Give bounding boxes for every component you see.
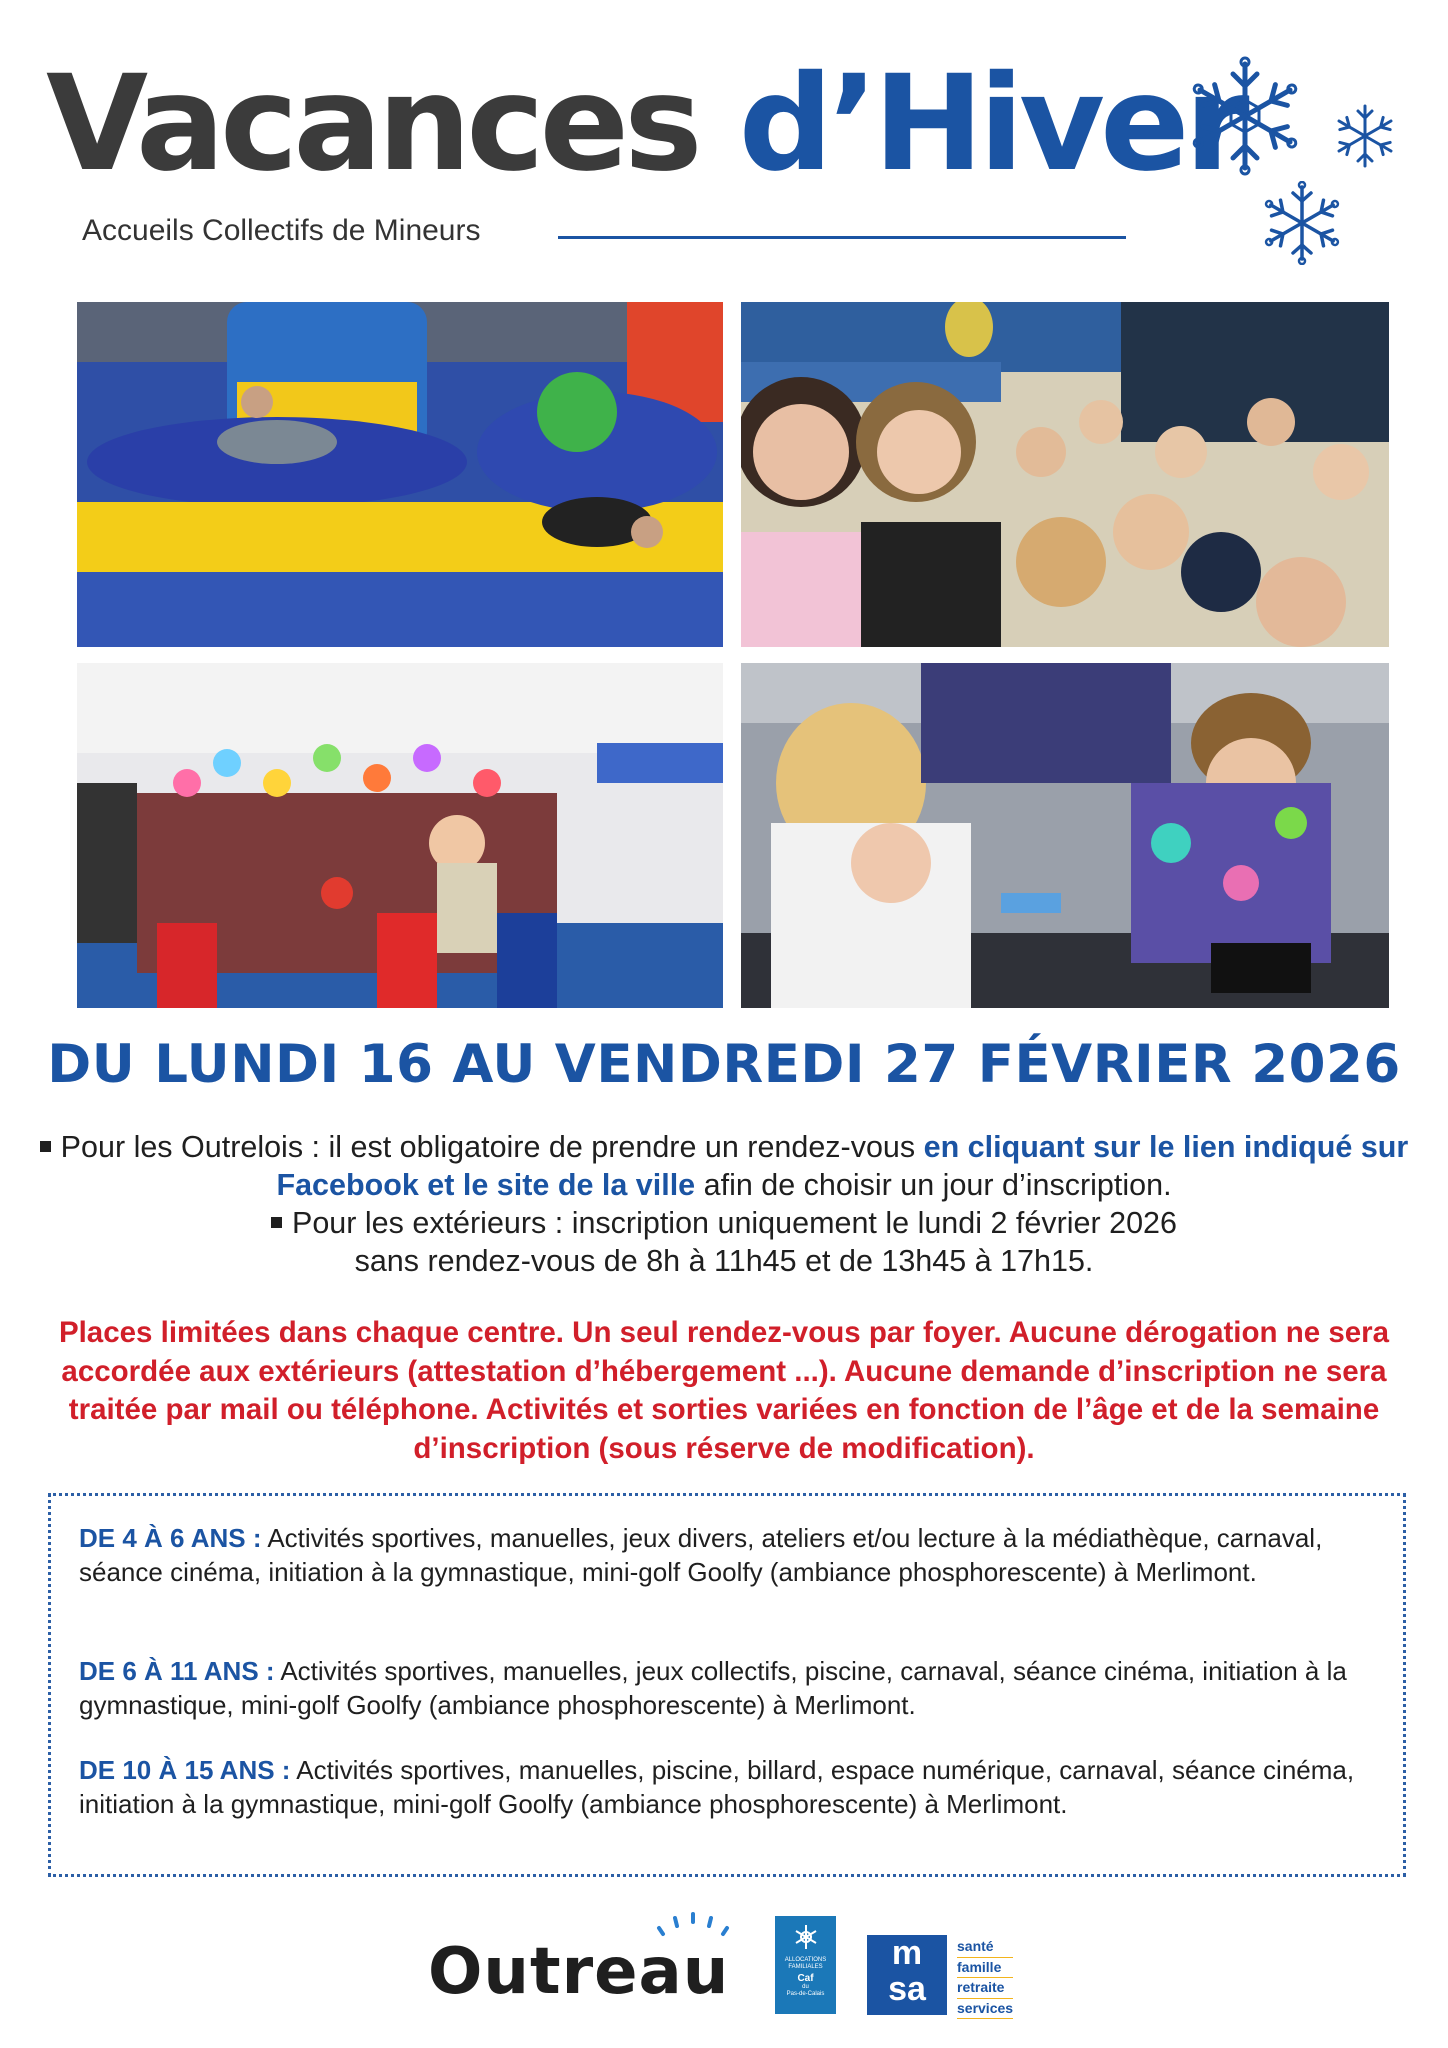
info-exterieurs-text: Pour les extérieurs : inscription uniquement le lundi 2 février 2026 (292, 1206, 1177, 1240)
page-title (46, 47, 1245, 201)
info-outrelois-prefix: Pour les Outrelois : il est obligatoire de prendre un rendez-vous (60, 1130, 924, 1164)
title-part-2: d’Hiver (738, 47, 1245, 201)
subtitle: Accueils Collectifs de Mineurs (82, 214, 481, 247)
msa-line: famille (957, 1958, 1013, 1979)
msa-mark-m: m (891, 1934, 923, 1972)
age-label: DE 4 À 6 ANS : (79, 1523, 262, 1553)
snowflake-medium-icon (1260, 181, 1344, 265)
caf-emblem-icon (791, 1922, 821, 1952)
dates-heading: DU LUNDI 16 AU VENDREDI 27 FÉVRIER 2026 (47, 1034, 1401, 1095)
age-label: DE 6 À 11 ANS : (79, 1656, 275, 1686)
photo-carnival-costumes (77, 663, 723, 1008)
caf-name: Caf (797, 1973, 814, 1984)
msa-line: services (957, 1999, 1013, 2020)
activities-box (48, 1493, 1406, 1877)
snowflake-small-icon (1330, 101, 1400, 171)
caf-region: Pas-de-Calais (786, 1991, 825, 1997)
info-exterieurs (20, 1204, 1428, 1242)
caf-du: du (802, 1984, 809, 1990)
age-label: DE 10 À 15 ANS : (79, 1755, 291, 1785)
title-part-1: Vacances (46, 47, 698, 201)
activities-6-11 (79, 1655, 1369, 1722)
info-outrelois (20, 1128, 1428, 1204)
info-hours: sans rendez-vous de 8h à 11h45 et de 13h45 à 17h15. (354, 1244, 1094, 1278)
info-outrelois-suffix: afin de choisir un jour d’inscription. (695, 1168, 1172, 1202)
activities-10-15 (79, 1754, 1369, 1821)
outreau-logo: Outreau (428, 1935, 730, 2009)
msa-mark-sa: sa (888, 1970, 926, 2008)
snowflake-large-icon (1183, 54, 1307, 178)
msa-logo (867, 1935, 1047, 2015)
subtitle-divider (558, 236, 1126, 239)
msa-line: retraite (957, 1978, 1013, 1999)
msa-mark (867, 1935, 947, 2015)
activities-4-6 (79, 1522, 1369, 1589)
photo-crafts-scissors (741, 663, 1389, 1008)
bullet-square-icon (40, 1141, 51, 1152)
activities-text: Activités sportives, manuelles, jeux collectifs, piscine, carnaval, séance cinéma, initiation à la gymnastique, mini-golf Goolfy (ambiance phosphorescente) à Merlimont. (79, 1656, 1347, 1720)
photo-group-selfie (741, 302, 1389, 647)
msa-tagline (957, 1937, 1013, 2019)
activities-text: Activités sportives, manuelles, piscine, billard, espace numérique, carnaval, séance cinéma, initiation à la gymnastique, mini-golf Goolfy (ambiance phosphorescente) à Merlimont. (79, 1755, 1355, 1819)
facebook-website-link[interactable]: en cliquant sur le lien indiqué sur Facebook et le site de la ville (276, 1130, 1409, 1202)
caf-line-1: ALLOCATIONS (784, 1957, 827, 1963)
registration-info (20, 1128, 1428, 1280)
activities-text: Activités sportives, manuelles, jeux divers, ateliers et/ou lecture à la médiathèque, carnaval, séance cinéma, initiation à la gymnastique, mini-golf Goolfy (ambiance phosphorescente) à Merlimont. (79, 1523, 1323, 1587)
caf-logo (775, 1916, 836, 2014)
bullet-square-icon (271, 1217, 282, 1228)
msa-line: santé (957, 1937, 1013, 1958)
limited-places-notice: Places limitées dans chaque centre. Un seul rendez-vous par foyer. Aucune dérogation ne sera accordée aux extérieurs (attestation d’hébergement ...). Aucune demande d’inscription ne sera traitée par mail ou téléphone. Activités et sorties variées en fonction de l’âge et de la semaine d’inscription (sous réserve de modification). (58, 1316, 1390, 1465)
caf-line-2: FAMILIALES (788, 1964, 823, 1970)
photo-bouncy-castle (77, 302, 723, 647)
